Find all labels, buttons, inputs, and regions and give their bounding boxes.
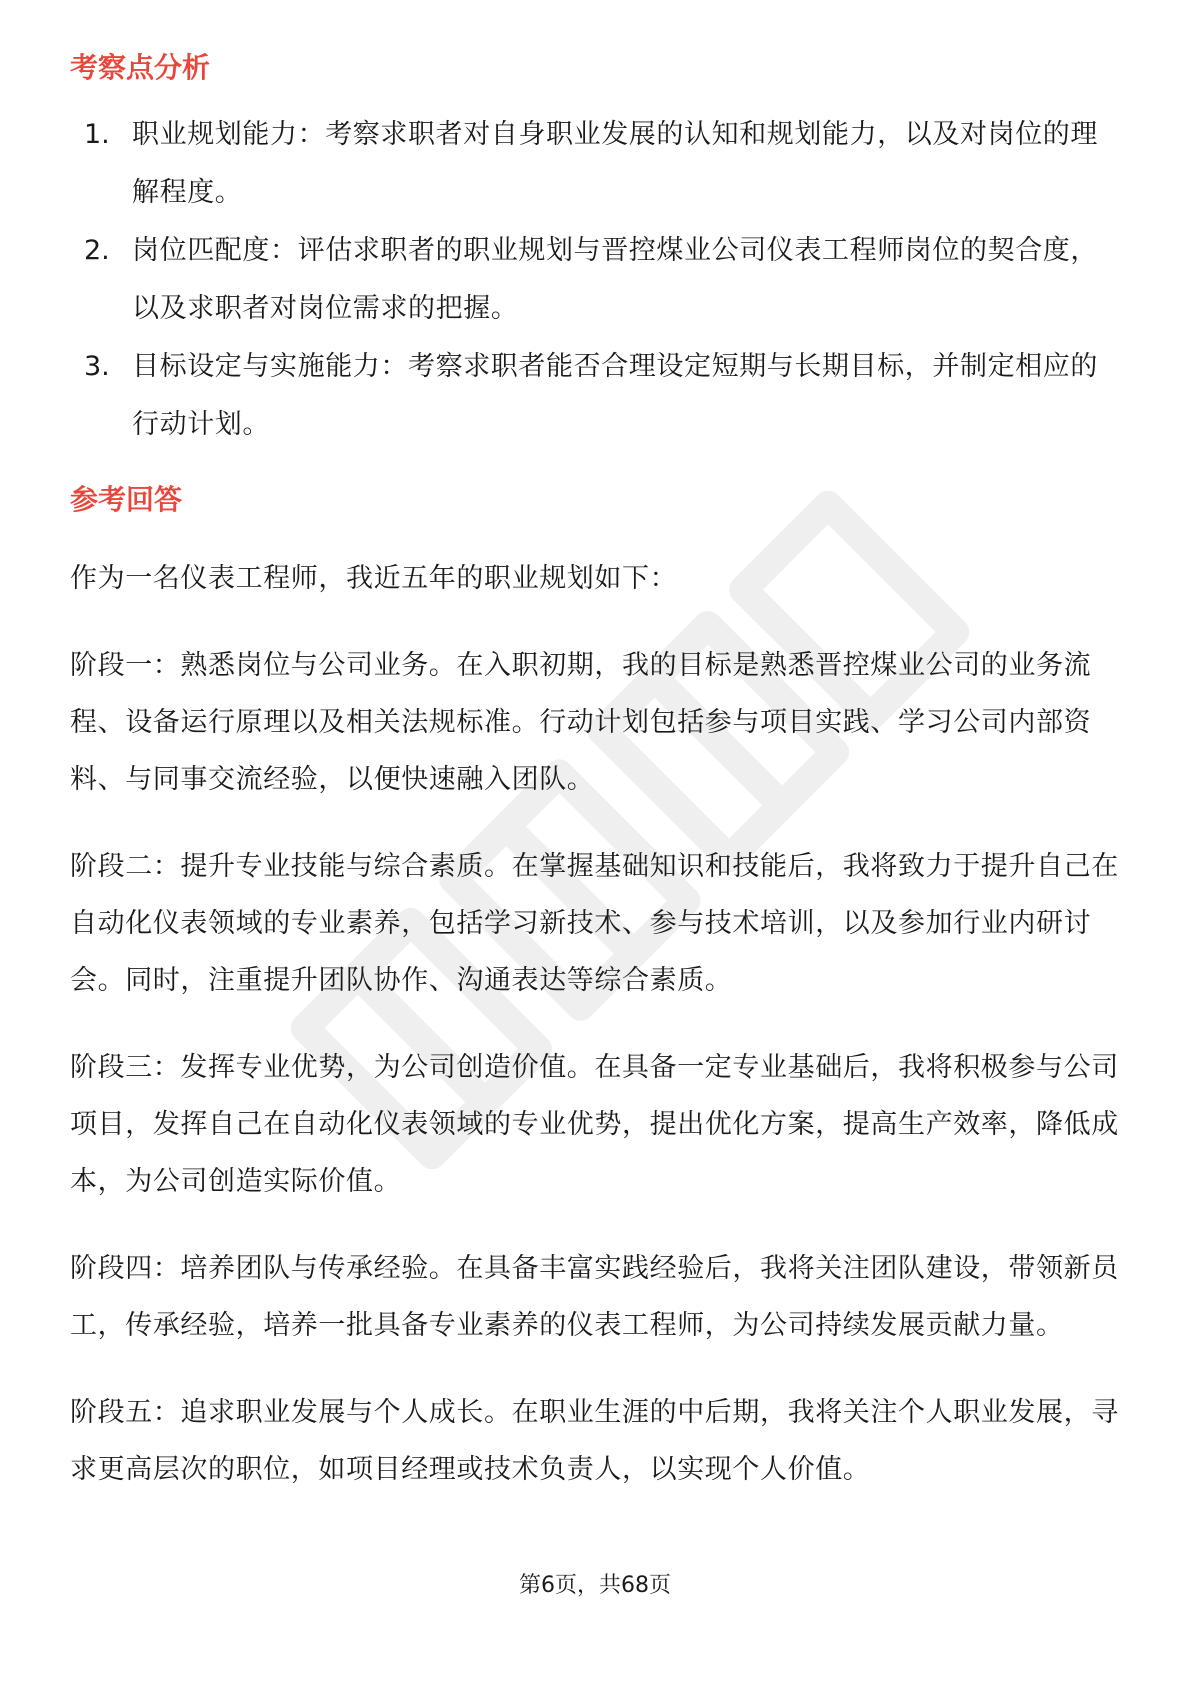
answer-paragraph: 作为一名仪表工程师，我近五年的职业规划如下： [70,563,678,594]
list-item [70,338,1120,454]
list-number: 3. [84,351,110,382]
list-text: 职业规划能力：考察求职者对自身职业发展的认知和规划能力，以及对岗位的理解程度。 [132,119,1098,208]
list-text: 目标设定与实施能力：考察求职者能否合理设定短期与长期目标，并制定相应的行动计划。 [132,351,1098,440]
list-number: 2. [84,235,110,266]
answer-paragraph: 阶段三：发挥专业优势，为公司创造价值。在具备一定专业基础后，我将积极参与公司项目，发挥自己在自动化仪表领域的专业优势，提出优化方案，提高生产效率，降低成本，为公司创造实际价值。 [70,1052,1119,1197]
analysis-list [70,106,1120,454]
list-text: 岗位匹配度：评估求职者的职业规划与晋控煤业公司仪表工程师岗位的契合度，以及求职者对岗位需求的把握。 [132,235,1098,324]
answer-paragraph: 阶段五：追求职业发展与个人成长。在职业生涯的中后期，我将关注个人职业发展，寻求更高层次的职位，如项目经理或技术负责人，以实现个人价值。 [70,1397,1119,1485]
section-title-analysis: 考察点分析 [70,51,211,84]
answer-paragraph: 阶段四：培养团队与传承经验。在具备丰富实践经验后，我将关注团队建设，带领新员工，传承经验，培养一批具备专业素养的仪表工程师，为公司持续发展贡献力量。 [70,1253,1119,1341]
section-title-answer: 参考回答 [70,483,183,516]
page-footer: 第6页，共68页 [519,1573,671,1598]
answer-paragraph: 阶段一：熟悉岗位与公司业务。在入职初期，我的目标是熟悉晋控煤业公司的业务流程、设备运行原理以及相关法规标准。行动计划包括参与项目实践、学习公司内部资料、与同事交流经验，以便快速融入团队。 [70,650,1092,795]
list-number: 1. [84,119,110,150]
answer-paragraph: 阶段二：提升专业技能与综合素质。在掌握基础知识和技能后，我将致力于提升自己在自动化仪表领域的专业素养，包括学习新技术、参与技术培训，以及参加行业内研讨会。同时，注重提升团队协作、沟通表达等综合素质。 [70,851,1119,996]
list-item [70,222,1120,338]
document-body [70,48,1120,1528]
list-item [70,106,1120,222]
